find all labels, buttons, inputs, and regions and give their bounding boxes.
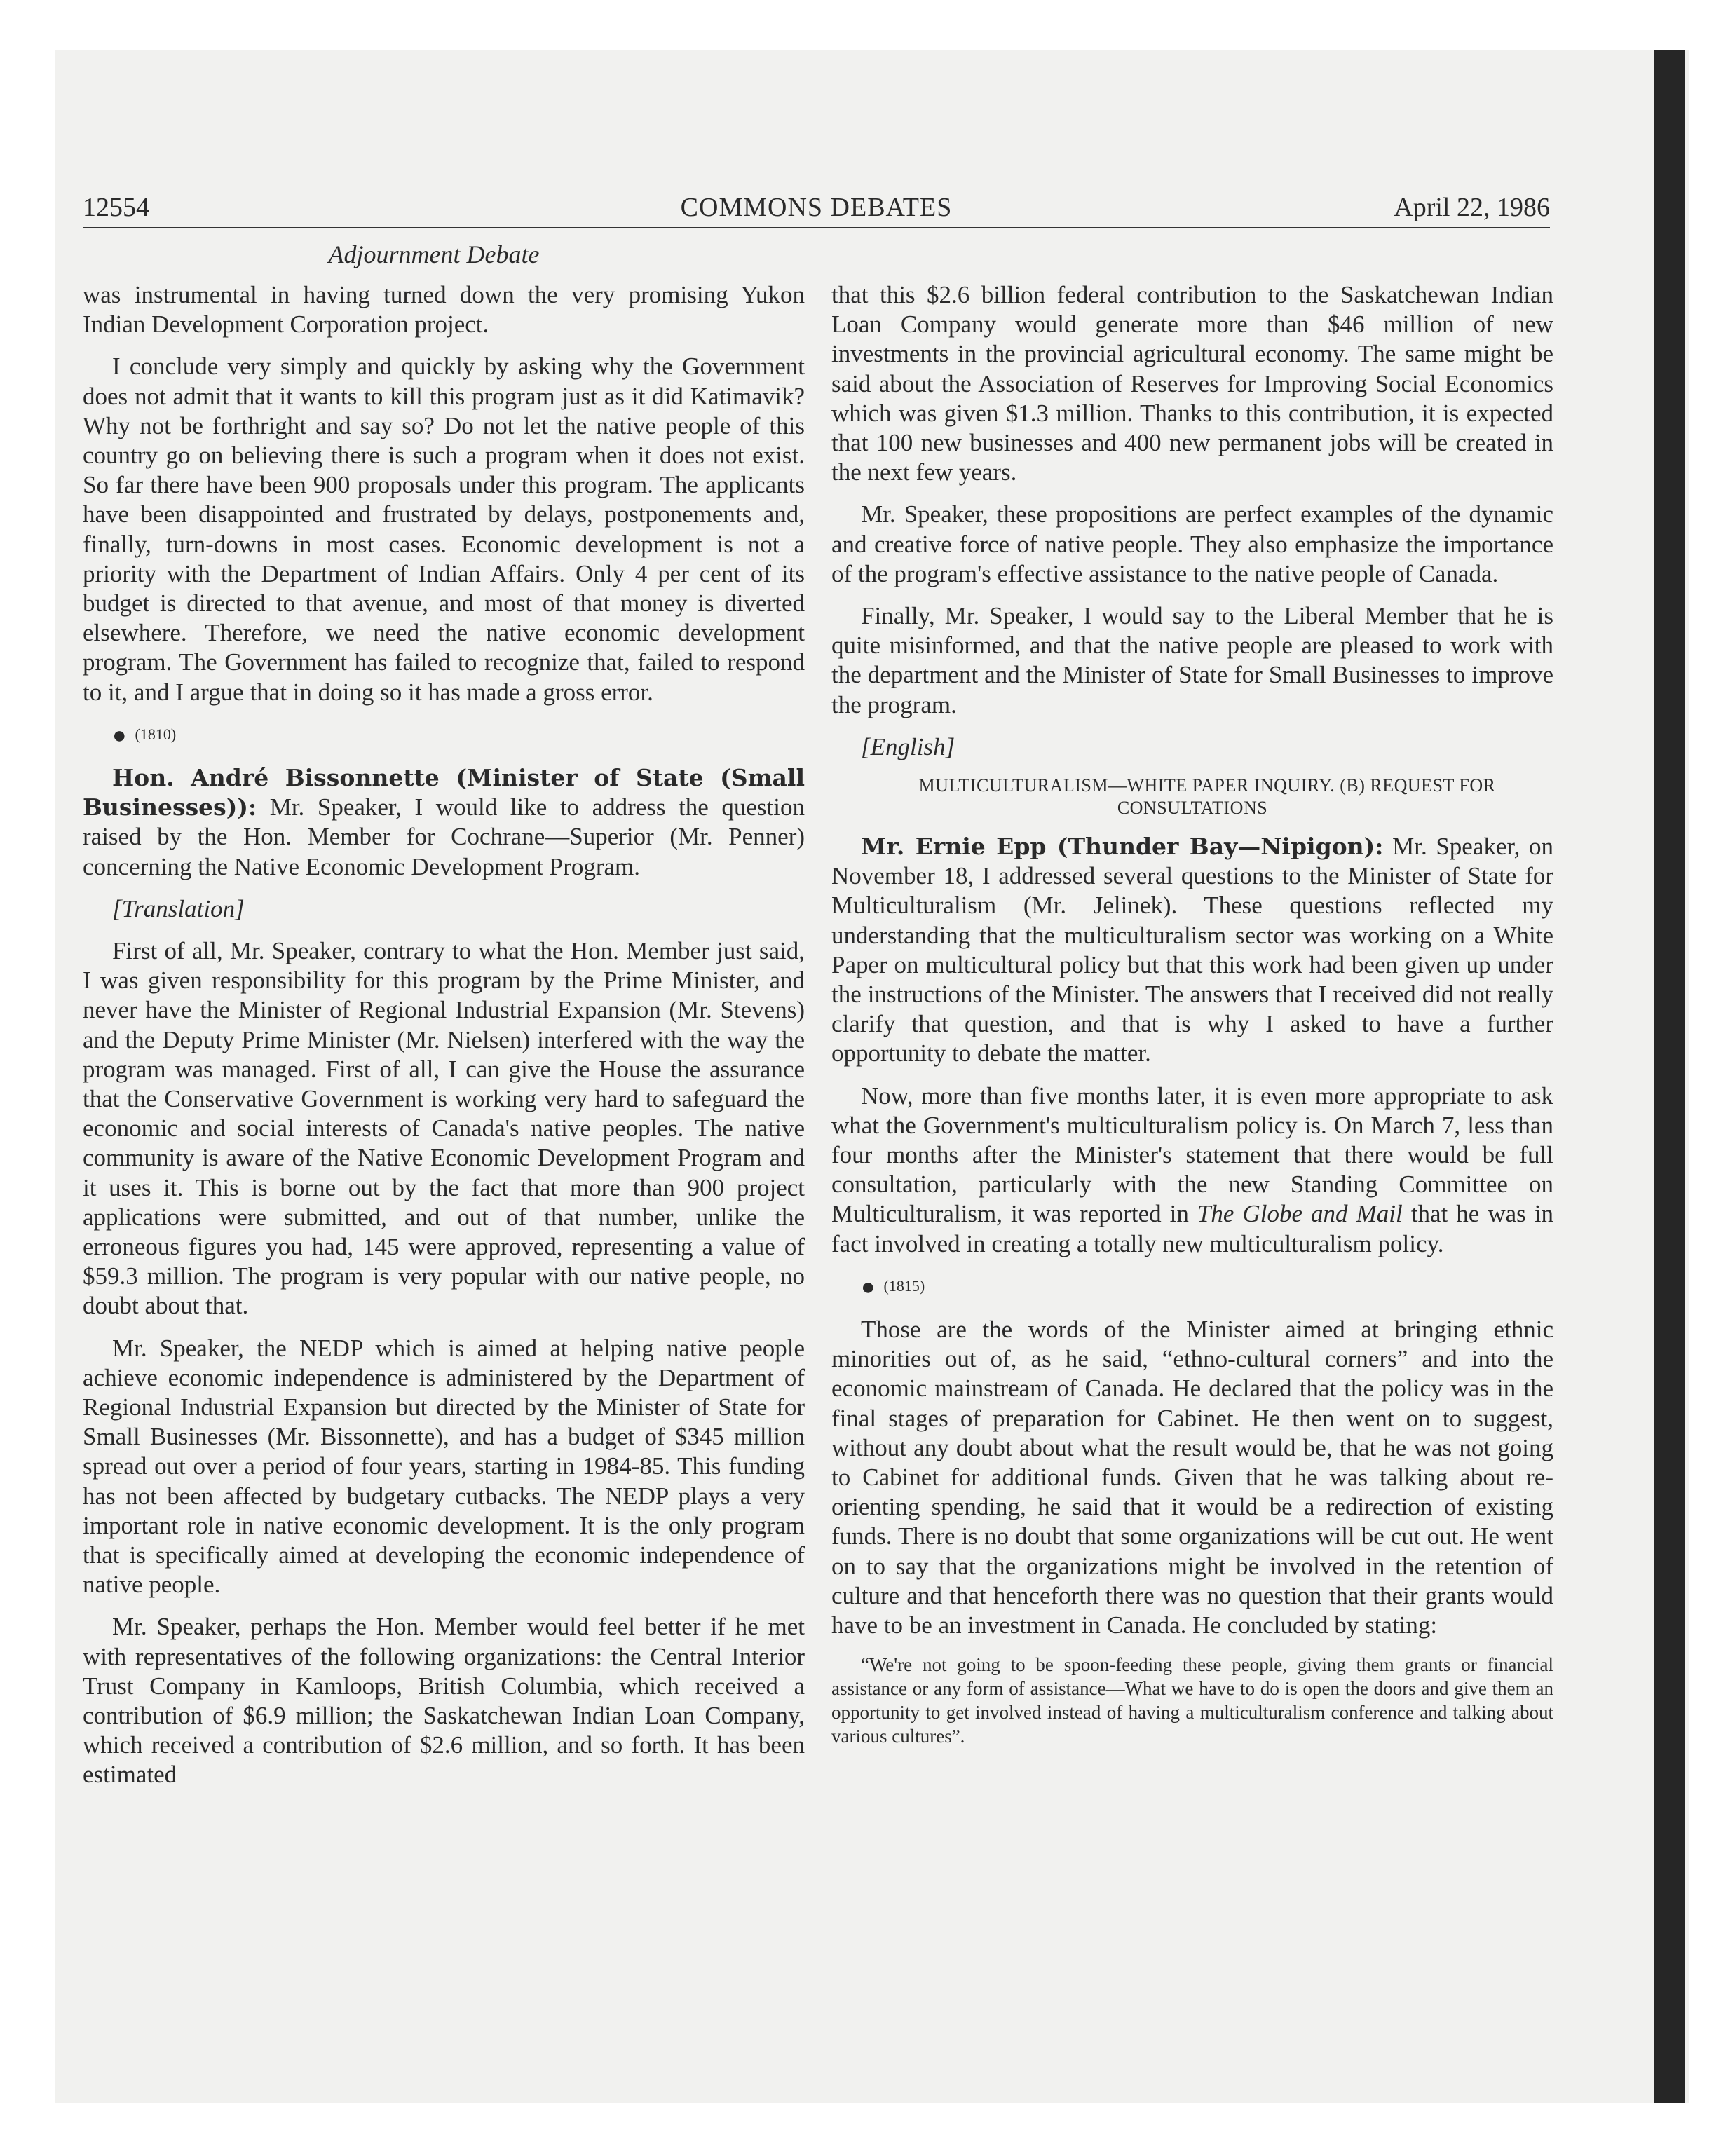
subject-heading: MULTICULTURALISM—WHITE PAPER INQUIRY. (B) REQUEST FOR CONSULTATIONS (918, 775, 1496, 819)
time-marker-text: (1810) (135, 725, 177, 743)
paragraph: Mr. Speaker, the NEDP which is aimed at helping native people achieve economic independence is administered by the Department of Regional Industrial Expansion but directed by the Minister of State for Small Businesses (Mr. Bissonnette), and has a budget of $345 million spread out over a period of four years, starting in 1984-85. This funding has not been affected by budgetary cutbacks. The NEDP plays a very important role in native economic development. It is the only program that is specifically aimed at developing the economic independence of native people. (83, 1334, 805, 1599)
speaker-name: Mr. Ernie Epp (Thunder Bay—Nipigon): (861, 833, 1384, 861)
journal-title: COMMONS DEBATES (680, 193, 953, 222)
paragraph-text: that he was in fact involved in creating a totally new multiculturalism policy. (831, 1200, 1554, 1257)
speaker-name: Hon. André Bissonnette (Minister of State (Small Businesses)): (83, 763, 805, 821)
time-marker-text: (1815) (883, 1276, 925, 1295)
publication-name: The Globe and Mail (1197, 1200, 1403, 1228)
speech-text: Mr. Speaker, on November 18, I addressed several questions to the Minister of State for Multiculturalism (Mr. Jelinek). These questions reflected my understanding that the multiculturalism sector was working on a White Paper on multicultural policy but that this work had been given up under the instructions of the Minister. The answers that I received did not really clarify that question, and that is why I asked to have a further opportunity to debate the matter. (831, 833, 1554, 1067)
speech-paragraph (83, 763, 805, 882)
paragraph: Mr. Speaker, these propositions are perfect examples of the dynamic and creative force of native people. They also emphasize the importance of the program's effective assistance to the native people of Canada. (831, 500, 1553, 587)
speech-paragraph (831, 832, 1553, 1069)
paragraph: First of all, Mr. Speaker, contrary to what the Hon. Member just said, I was given responsibility for this program by the Prime Minister, and never have the Minister of Regional Industrial Expansion (Mr. Stevens) and the Deputy Prime Minister (Mr. Nielsen) interfered with the way the program was managed. First of all, I can give the House the assurance that the Conservative Government is working very hard to safeguard the economic and social interests of Canada's native peoples. The native community is aware of the Native Economic Development Program and it uses it. This is borne out by the fact that more than 900 project applications were submitted, and out of that number, unlike the erroneous figures you had, 145 were approved, representing a value of $59.3 million. The program is very popular with our native people, no doubt about that. (83, 936, 805, 1320)
paragraph-text: Now, more than five months later, it is even more appropriate to ask what the Government's multiculturalism policy is. On March 7, less than four months after the Minister's statement that there would be full consultation, particularly with the new Standing Committee on Multiculturalism, it was reported in (831, 1082, 1553, 1228)
page-header (83, 188, 1550, 228)
paragraph: Mr. Speaker, perhaps the Hon. Member would feel better if he met with representatives of the following organizations: the Central Interior Trust Company in Kamloops, British Columbia, which received a contribution of $6.9 million; the Saskatchewan Indian Loan Company, which received a contribution of $2.6 million, and so forth. It has been estimated (83, 1613, 805, 1789)
paragraph: Those are the words of the Minister aimed at bringing ethnic minorities out of, as he said, “ethno-cultural corners” and into the economic mainstream of Canada. He declared that the policy was in the final stages of preparation for Cabinet. He then went on to suggest, without any doubt about what the result would be, that he was not going to Cabinet for additional funds. Given that he was talking about re-orienting spending, he said that it would be a redirection of existing funds. There is no doubt that some organizations will be cut out. He went on to say that the organizations might be involved in the retention of culture and that henceforth there was no question that their grants would have to be an investment in Canada. He concluded by stating: (831, 1315, 1553, 1639)
block-quote: “We're not going to be spoon-feeding these people, giving them grants or financial assistance or any form of assistance—What we have to do is open the doors and give them an opportunity to get involved instead of having a multiculturalism conference and talking about various cultures”. (831, 1654, 1553, 1747)
left-column (83, 280, 805, 1803)
bullet-icon: ● (112, 722, 127, 749)
paragraph: I conclude very simply and quickly by asking why the Government does not admit that it wants to kill this program just as it did Katimavik? Why not be forthright and say so? Do not let the native people of this country go on believing there is such a program when it does not exist. So far there have been 900 proposals under this program. The applicants have been disappointed and frustrated by delays, postponements and, finally, turn-downs in most cases. Economic development is not a priority with the Department of Indian Affairs. Only 4 per cent of its budget is directed to that avenue, and most of that money is diverted elsewhere. Therefore, we need the native economic development program. The Government has failed to recognize that, failed to respond to it, and I argue that in doing so it has made a gross error. (83, 353, 805, 706)
time-marker (831, 1271, 1553, 1302)
speech-text: Mr. Speaker, I would like to address the question raised by the Hon. Member for Cochrane—Superior (Mr. Penner) concerning the Native Economic Development Program. (83, 793, 805, 880)
page-date: April 22, 1986 (1394, 193, 1550, 222)
scan-edge (1654, 50, 1685, 2103)
paragraph: that this $2.6 billion federal contribution to the Saskatchewan Indian Loan Company would generate more than $46 million of new investments in the provincial agricultural economy. The same might be said about the Association of Reserves for Improving Social Economics which was given $1.3 million. Thanks to this contribution, it is expected that 100 new businesses and 400 new permanent jobs will be created in the next few years. (831, 281, 1553, 486)
paragraph: was instrumental in having turned down the very promising Yukon Indian Development Corporation project. (83, 281, 805, 339)
time-marker (83, 720, 805, 751)
bullet-icon: ● (861, 1274, 876, 1300)
right-column (831, 280, 1553, 1761)
paragraph (831, 1082, 1553, 1259)
page-number: 12554 (83, 193, 149, 222)
english-tag: [English] (861, 732, 955, 760)
translation-tag: [Translation] (112, 894, 245, 922)
section-label: Adjournment Debate (328, 240, 540, 268)
paragraph: Finally, Mr. Speaker, I would say to the Liberal Member that he is quite misinformed, and that the native people are pleased to work with the department and the Minister of State for Small Businesses to improve the program. (831, 602, 1553, 718)
